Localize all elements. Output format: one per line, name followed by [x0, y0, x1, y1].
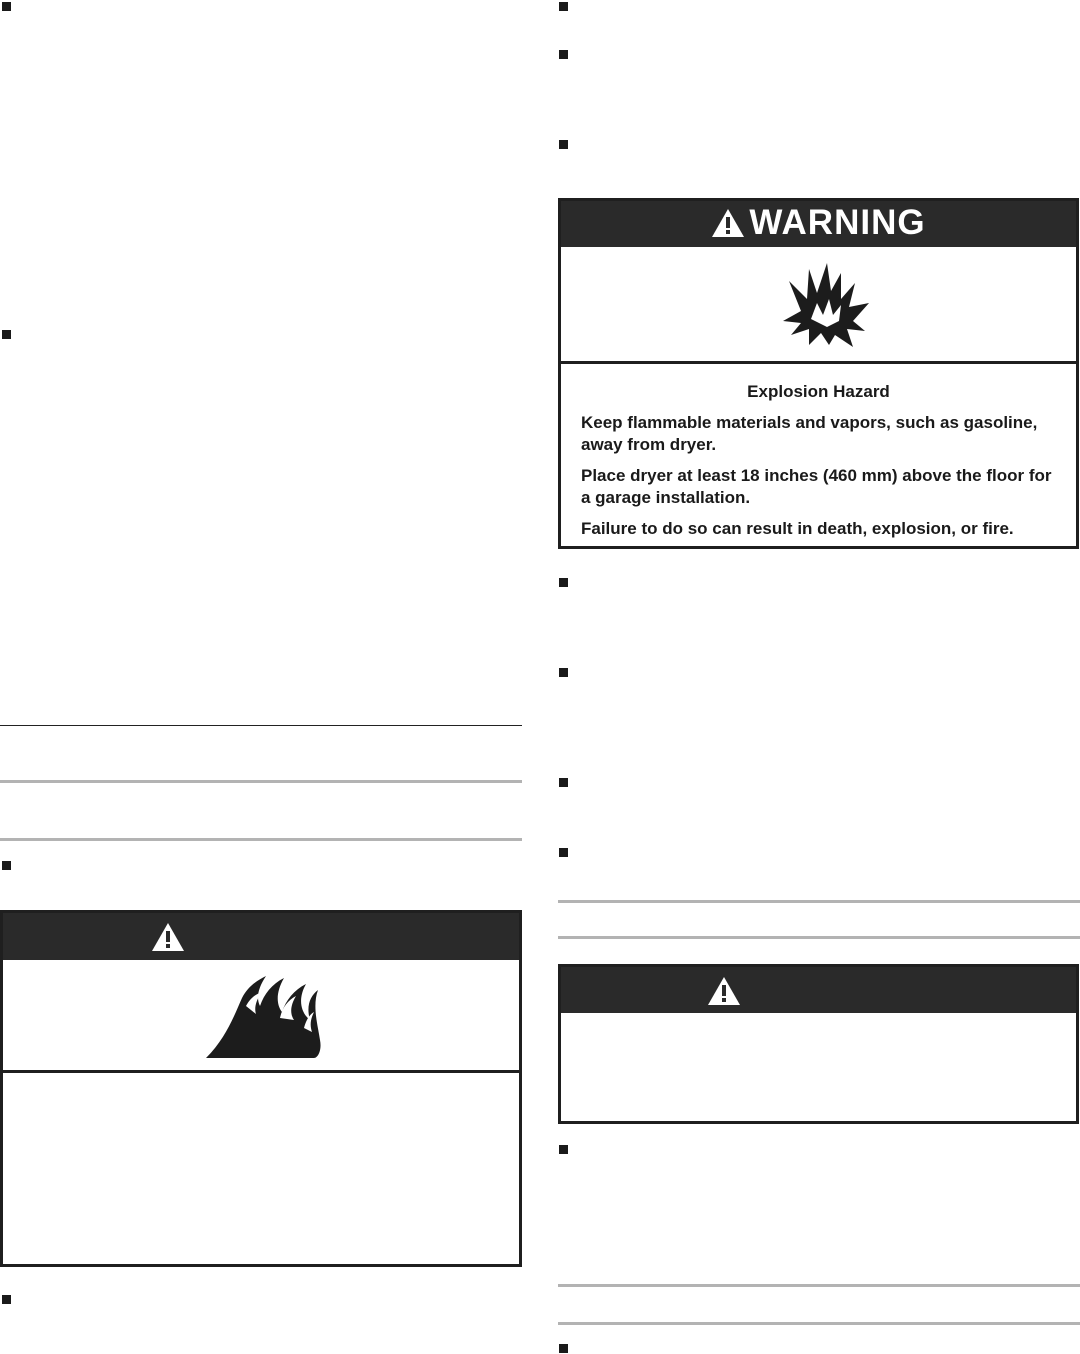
bullet-marker [559, 1145, 568, 1154]
hazard-name: Explosion Hazard [747, 382, 890, 401]
warning-header-bar [561, 967, 1076, 1013]
bullet-marker [559, 140, 568, 149]
warning-line: Failure to do so can result in death, explosion, or fire. [581, 519, 1014, 538]
warning-header-bar [561, 201, 1076, 247]
explosion-warning-box [558, 198, 1079, 549]
warning-line: Place dryer at least 18 inches (460 mm) above the floor for a garage installation. [581, 466, 1052, 507]
warning-body [581, 381, 1056, 549]
section-rule [0, 838, 522, 841]
bullet-marker [559, 848, 568, 857]
small-warning-box [558, 964, 1079, 1124]
warning-title-text: WARNING [749, 203, 926, 242]
bullet-marker [559, 2, 568, 11]
explosion-icon [783, 263, 871, 347]
section-rule [558, 1322, 1080, 1325]
section-rule [558, 1284, 1080, 1287]
warning-title [561, 203, 1076, 243]
box-divider [561, 361, 1076, 364]
bullet-marker [559, 1344, 568, 1353]
section-divider [0, 725, 522, 726]
warning-triangle-icon [150, 921, 186, 953]
warning-triangle-icon [711, 208, 745, 238]
bullet-marker [2, 2, 11, 11]
bullet-marker [2, 1295, 11, 1304]
box-divider [3, 1070, 519, 1073]
section-rule [558, 936, 1080, 939]
section-rule [558, 900, 1080, 903]
bullet-marker [559, 578, 568, 587]
fire-icon [206, 976, 324, 1058]
warning-triangle-icon [706, 975, 742, 1007]
bullet-marker [559, 668, 568, 677]
fire-warning-box [0, 910, 522, 1267]
bullet-marker [2, 330, 11, 339]
section-rule [0, 780, 522, 783]
warning-line: Keep flammable materials and vapors, such as gasoline, away from dryer. [581, 413, 1038, 454]
bullet-marker [559, 778, 568, 787]
bullet-marker [559, 50, 568, 59]
warning-header-bar [3, 913, 519, 960]
bullet-marker [2, 861, 11, 870]
